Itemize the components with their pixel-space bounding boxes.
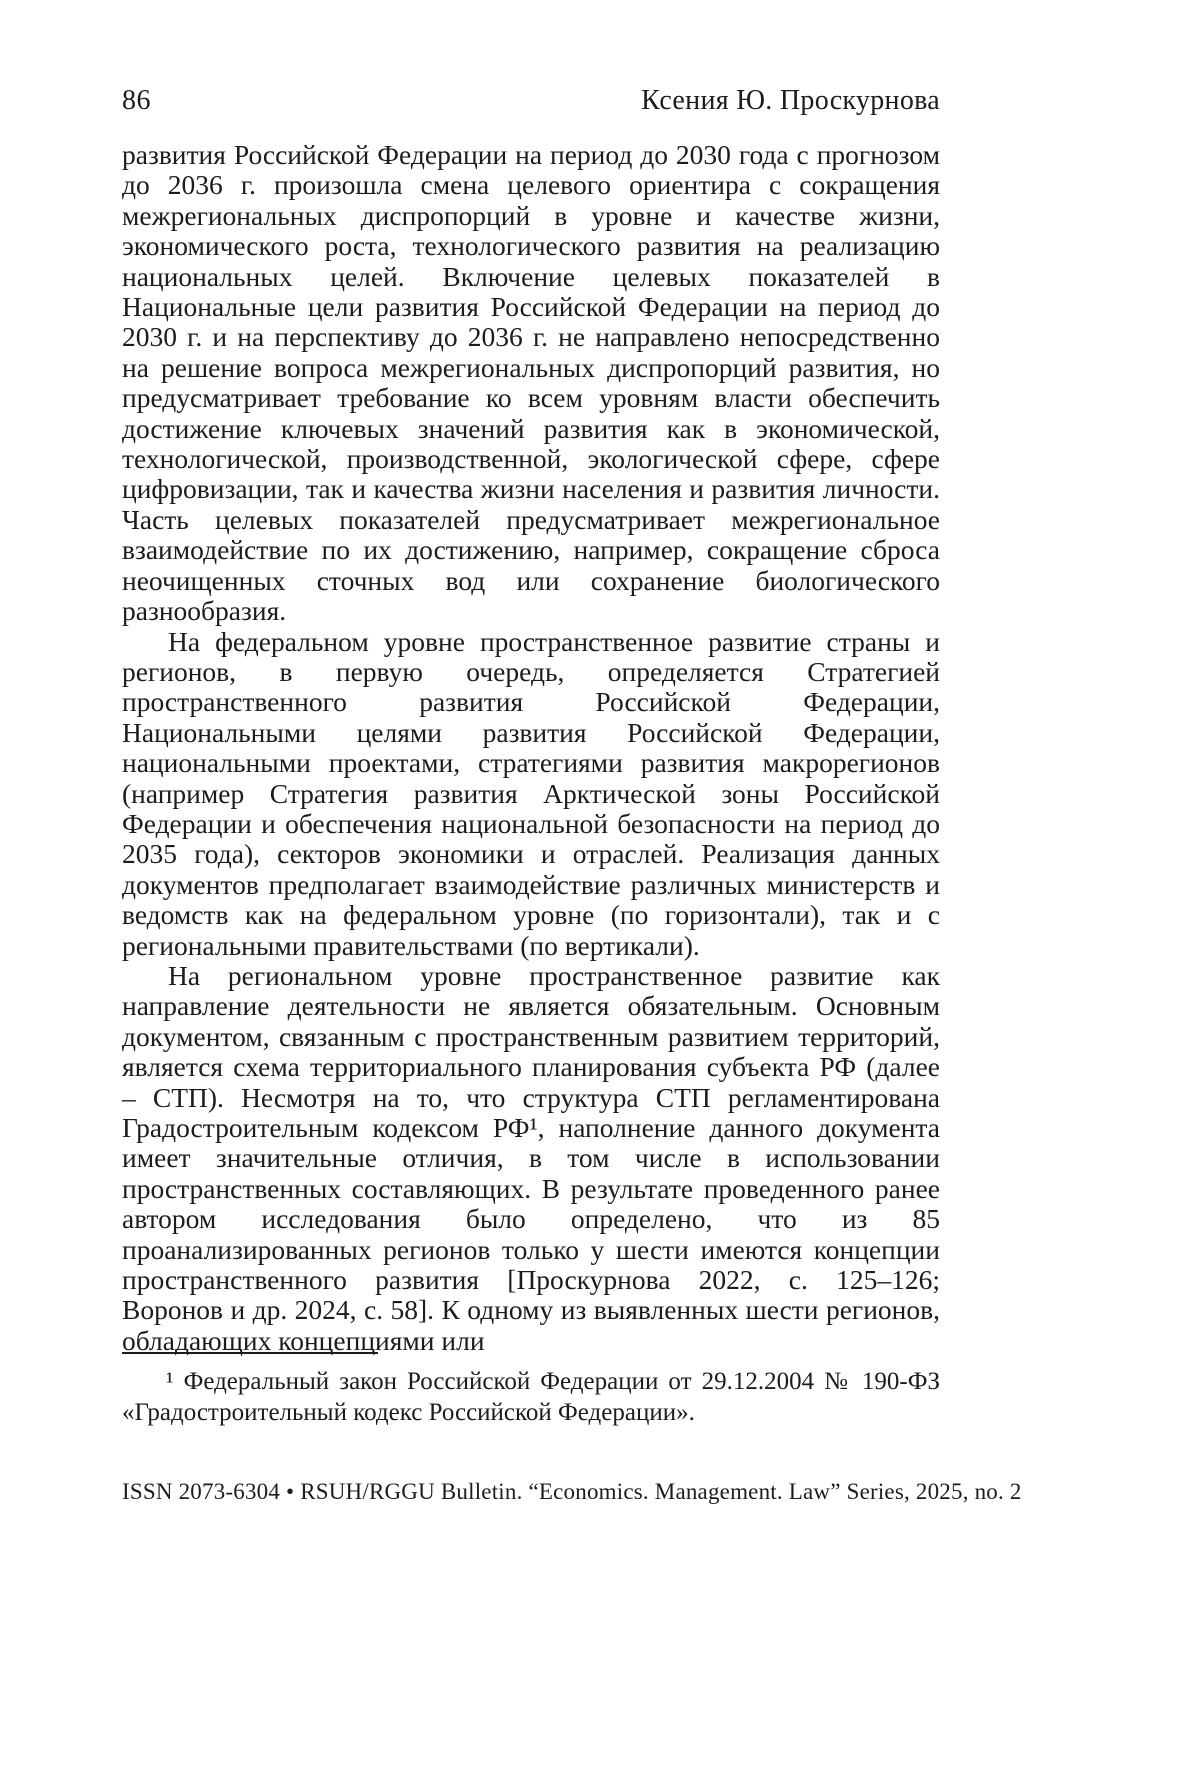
- paragraph-continuation: развития Российской Федерации на период до 2030 года с прогнозом до 2036 г. произошла смена целевого ориентира с сокращения межрегиональных диспропорций в уровне и качестве жизни, экономического роста, технологического развития на реализацию национальных целей. Включение целевых показателей в Национальные цели развития Российской Федерации на период до 2030 г. и на перспективу до 2036 г. не направлено непосредственно на решение вопроса межрегиональных диспропорций развития, но предусматривает требование ко всем уровням власти обеспечить достижение ключевых значений развития как в экономической, технологической, производственной, экологической сфере, сфере цифровизации, так и качества жизни населения и развития личности. Часть целевых показателей предусматривает межрегиональное взаимодействие по их достижению, например, сокращение сброса неочищенных сточных вод или сохранение биологического разнообразия.: [122, 139, 940, 627]
- journal-footer-issn-line: ISSN 2073-6304 • RSUH/RGGU Bulletin. “Economics. Management. Law” Series, 2025, no. 2: [122, 1479, 1022, 1504]
- paragraph-federal-level: На федеральном уровне пространственное развитие страны и регионов, в первую очередь, определяется Стратегией пространственного развития Российской Федерации, Национальными целями развития Российской Федерации, национальными проектами, стратегиями развития макрорегионов (например Стратегия развития Арктической зоны Российской Федерации и обеспечения национальной безопасности на период до 2035 года), секторов экономики и отраслей. Реализация данных документов предполагает взаимодействие различных министерств и ведомств как на федеральном уровне (по горизонтали), так и с региональными правительствами (по вертикали).: [122, 625, 940, 961]
- running-head-author: Ксения Ю. Проскурнова: [641, 85, 940, 116]
- footnote-area: [122, 1352, 940, 1428]
- body-text: [122, 140, 940, 1356]
- paragraph-regional-level: На региональном уровне пространственное развитие как направление деятельности не является обязательным. Основным документом, связанным с пространственным развитием территорий, является схема территориального планирования субъекта РФ (далее – СТП). Несмотря на то, что структура СТП регламентирована Градостроительным кодексом РФ¹, наполнение данного документа имеет значительные отличия, в том числе в использовании пространственных составляющих. В результате проведенного ранее автором исследования было определено, что из 85 проанализированных регионов только у шести имеются концепции пространственного развития [Проскурнова 2022, с. 125–126; Воронов и др. 2024, с. 58]. К одному из выявленных шести регионов, обладающих концепциями или: [122, 959, 940, 1356]
- footnote-text: ¹ Федеральный закон Российской Федерации от 29.12.2004 № 190-ФЗ «Градостроительный кодекс Российской Федерации».: [122, 1368, 940, 1426]
- page-number: 86: [122, 85, 151, 116]
- page-content: [122, 84, 940, 1356]
- page-header: [122, 84, 940, 118]
- footnote-separator-rule: [122, 1352, 378, 1354]
